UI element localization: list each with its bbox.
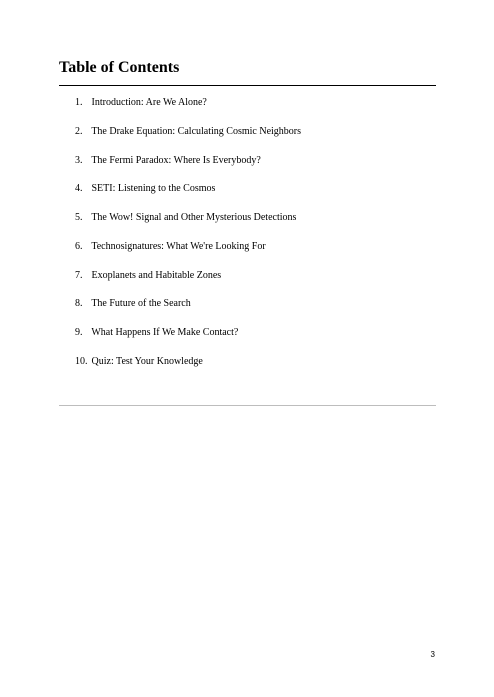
toc-item-seti xyxy=(75,182,301,211)
toc-item-number: 9. xyxy=(75,327,83,338)
toc-item-number: 5. xyxy=(75,212,83,223)
toc-item-text: Technosignatures: What We're Looking For xyxy=(91,240,266,252)
title-divider xyxy=(59,85,436,86)
toc-item-introduction xyxy=(75,96,301,125)
toc-item-number: 7. xyxy=(75,269,83,281)
toc-item-quiz xyxy=(75,355,301,384)
toc-item-wow-signal xyxy=(75,211,301,240)
toc-item-future-search xyxy=(75,297,301,326)
page-number: 3 xyxy=(430,650,435,659)
toc-item-contact xyxy=(75,326,301,355)
table-of-contents xyxy=(75,96,301,384)
toc-item-text: The Fermi Paradox: Where Is Everybody? xyxy=(91,154,261,166)
toc-item-text: Quiz: Test Your Knowledge xyxy=(91,355,203,367)
toc-item-number: 3. xyxy=(75,154,83,166)
toc-item-text: The Future of the Search xyxy=(91,298,191,310)
toc-item-text: What Happens If We Make Contact? xyxy=(91,327,239,338)
toc-item-text: The Wow! Signal and Other Mysterious Detections xyxy=(91,212,297,223)
toc-item-number: 4. xyxy=(75,183,83,195)
toc-item-number: 6. xyxy=(75,240,83,252)
toc-item-text: Exoplanets and Habitable Zones xyxy=(91,269,222,281)
toc-item-text: Introduction: Are We Alone? xyxy=(91,97,207,108)
page-title: Table of Contents xyxy=(59,59,180,76)
toc-item-number: 1. xyxy=(75,97,83,108)
section-divider xyxy=(59,405,436,406)
toc-item-exoplanets xyxy=(75,269,301,298)
toc-item-text: The Drake Equation: Calculating Cosmic Neighbors xyxy=(91,125,302,137)
toc-item-number: 10. xyxy=(75,355,88,367)
toc-item-fermi-paradox xyxy=(75,154,301,183)
toc-item-number: 8. xyxy=(75,298,83,310)
toc-item-drake-equation xyxy=(75,125,301,154)
toc-item-number: 2. xyxy=(75,125,83,137)
toc-item-text: SETI: Listening to the Cosmos xyxy=(91,183,216,195)
toc-item-technosignatures xyxy=(75,240,301,269)
